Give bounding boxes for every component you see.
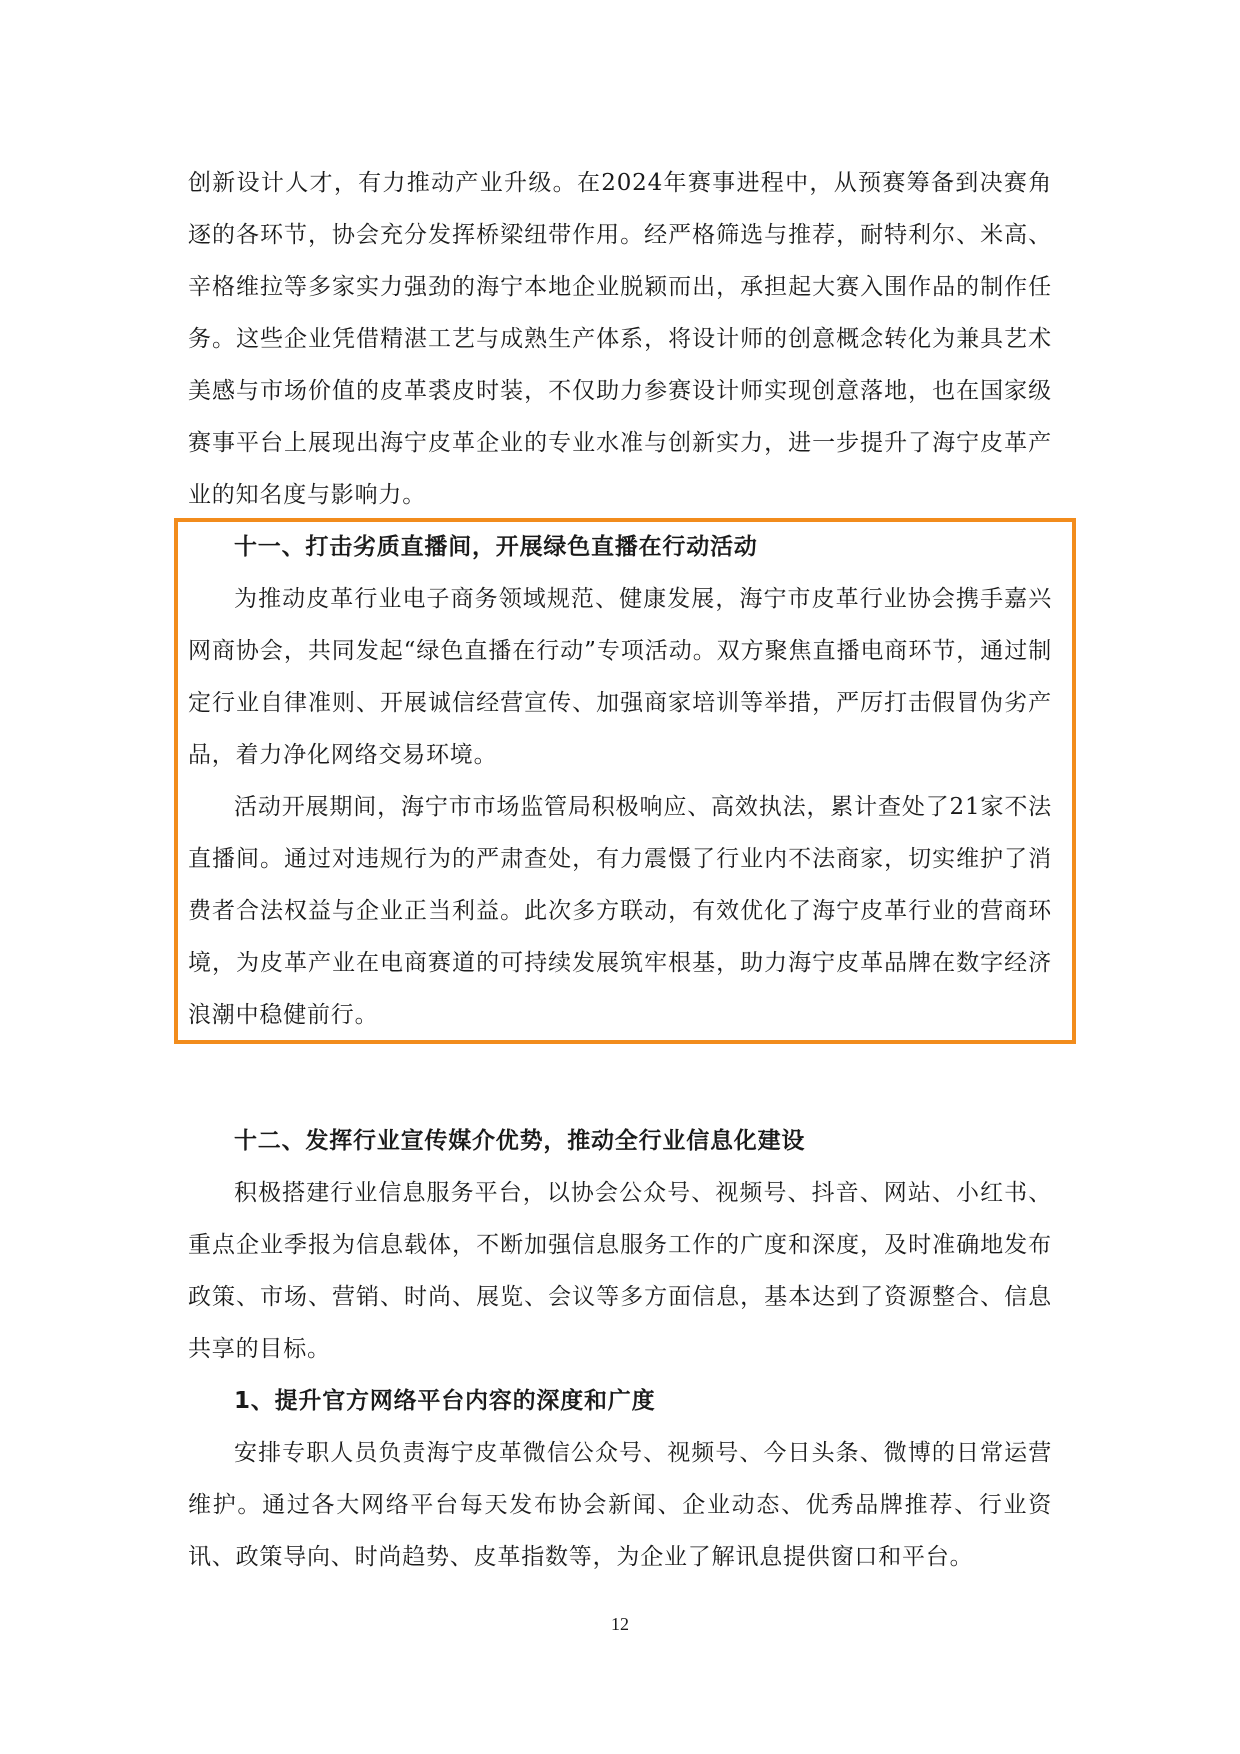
section-11 — [188, 521, 1052, 1041]
section-11-paragraph-1: 为推动皮革行业电子商务领域规范、健康发展，海宁市皮革行业协会携手嘉兴网商协会，共同发起“绿色直播在行动”专项活动。双方聚焦直播电商环节，通过制定行业自律准则、开展诚信经营宣传、加强商家培训等举措，严厉打击假冒伪劣产品，着力净化网络交易环境。 — [188, 586, 1052, 768]
intro-section — [188, 157, 1052, 521]
section-12-paragraph-1: 积极搭建行业信息服务平台，以协会公众号、视频号、抖音、网站、小红书、重点企业季报为信息载体，不断加强信息服务工作的广度和深度，及时准确地发布政策、市场、营销、时尚、展览、会议等多方面信息，基本达到了资源整合、信息共享的目标。 — [188, 1180, 1052, 1362]
section-11-heading: 十一、打击劣质直播间，开展绿色直播在行动活动 — [234, 534, 758, 560]
intro-paragraph: 创新设计人才，有力推动产业升级。在2024年赛事进程中，从预赛筹备到决赛角逐的各环节，协会充分发挥桥梁纽带作用。经严格筛选与推荐，耐特利尔、米高、辛格维拉等多家实力强劲的海宁本地企业脱颖而出，承担起大赛入围作品的制作任务。这些企业凭借精湛工艺与成熟生产体系，将设计师的创意概念转化为兼具艺术美感与市场价值的皮革裘皮时装，不仅助力参赛设计师实现创意落地，也在国家级赛事平台上展现出海宁皮革企业的专业水准与创新实力，进一步提升了海宁皮革产业的知名度与影响力。 — [188, 170, 1052, 508]
page-number: 12 — [611, 1614, 629, 1634]
section-11-paragraph-2: 活动开展期间，海宁市市场监管局积极响应、高效执法，累计查处了21家不法直播间。通过对违规行为的严肃查处，有力震慑了行业内不法商家，切实维护了消费者合法权益与企业正当利益。此次多方联动，有效优化了海宁皮革行业的营商环境，为皮革产业在电商赛道的可持续发展筑牢根基，助力海宁皮革品牌在数字经济浪潮中稳健前行。 — [188, 794, 1052, 1028]
section-12-heading: 十二、发挥行业宣传媒介优势，推动全行业信息化建设 — [234, 1128, 806, 1154]
section-12 — [188, 1115, 1052, 1583]
section-12-paragraph-2: 安排专职人员负责海宁皮革微信公众号、视频号、今日头条、微博的日常运营维护。通过各大网络平台每天发布协会新闻、企业动态、优秀品牌推荐、行业资讯、政策导向、时尚趋势、皮革指数等，为企业了解讯息提供窗口和平台。 — [188, 1440, 1052, 1570]
section-12-subheading-1: 1、提升官方网络平台内容的深度和广度 — [234, 1388, 656, 1414]
